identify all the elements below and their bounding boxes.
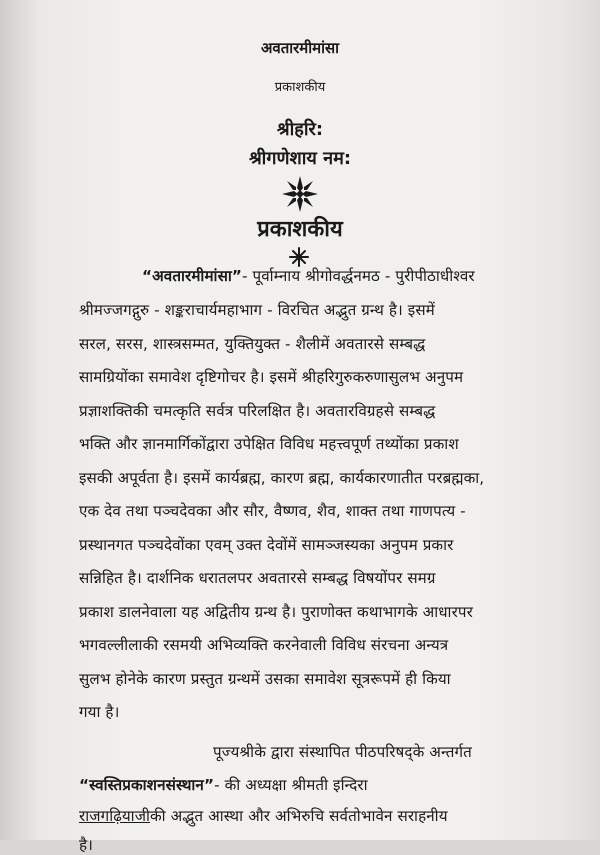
p1-line-11: प्रकाश डालनेवाला यह अद्वितीय ग्रन्थ है। पुराणोक्त कथाभागके आधारपर xyxy=(79,603,473,621)
page-heading: प्रकाशकीय xyxy=(257,217,343,242)
running-header-title: अवतारमीमांसा xyxy=(260,39,340,57)
p1-line-1 xyxy=(142,266,532,286)
p2-line-4: है। xyxy=(79,836,94,854)
p1-line-7: इसकी अपूर्वता है। इसमें कार्यब्रह्म, कारण ब्रह्म, कार्यकारणातीत परब्रह्मका, xyxy=(79,469,485,487)
p1-line-6: भक्ति और ज्ञानमार्गिकोंद्वारा उपेक्षित विविध महत्त्वपूर्ण तथ्योंका प्रकाश xyxy=(79,435,459,453)
p1-line-13: सुलभ होनेके कारण प्रस्तुत ग्रन्थमें उसका समावेश सूत्ररूपमें ही किया xyxy=(79,670,451,688)
p2-line-3-rest: की अद्भुत आस्था और अभिरुचि सर्वतोभावेन सराहनीय xyxy=(150,807,448,825)
p1-line-1-rest: - पूर्वाम्नाय श्रीगोवर्द्धनमठ - पुरीपीठाधीश्वर xyxy=(241,267,475,285)
publisher-name-quote: “स्वस्तिप्रकाशनसंस्थान” xyxy=(79,776,215,794)
p1-line-4: सामग्रियोंका समावेश दृष्टिगोचर है। इसमें श्रीहरिगुरुकरुणासुलभ अनुपम xyxy=(79,368,464,386)
running-header-subtitle: प्रकाशकीय xyxy=(274,80,326,95)
p1-line-8: एक देव तथा पञ्चदेवका और सौर, वैष्णव, शैव, शाक्त तथा गाणपत्य - xyxy=(79,502,466,520)
ornament-flower-icon xyxy=(280,174,320,214)
p1-line-9: प्रस्थानगत पञ्चदेवोंका एवम् उक्त देवोंमें सामञ्जस्यका अनुपम प्रकार xyxy=(79,536,454,554)
p1-line-14: गया है। xyxy=(79,703,120,721)
p2-line-1: पूज्यश्रीके द्वारा संस्थापित पीठपरिषद्के अन्तर्गत xyxy=(213,743,472,761)
p1-line-5: प्रज्ञाशक्तिकी चमत्कृति सर्वत्र परिलक्षित है। अवतारविग्रहसे सम्बद्ध xyxy=(79,402,436,420)
p2-line-2 xyxy=(79,775,531,795)
person-name: राजगढ़ियाजी xyxy=(79,807,150,825)
p2-line-2-rest: - की अध्यक्षा श्रीमती इन्दिरा xyxy=(214,776,368,794)
invocation-shrihari: श्रीहरि: xyxy=(276,119,324,140)
p1-line-10: सन्निहित है। दार्शनिक धरातलपर अवतारसे सम्बद्ध विषयोंपर समग्र xyxy=(79,569,436,587)
book-title-quote: “अवतारमीमांसा” xyxy=(142,267,242,285)
p1-line-2: श्रीमज्जगद्गुरु - शङ्कराचार्यमहाभाग - विरचित अद्भुत ग्रन्थ है। इसमें xyxy=(79,301,435,319)
p1-line-3: सरल, सरस, शास्त्रसम्मत, युक्तियुक्त - शैलीमें अवतारसे सम्बद्ध xyxy=(79,335,426,353)
p2-line-3 xyxy=(79,806,531,826)
p1-line-12: भगवल्लीलाकी रसमयी अभिव्यक्ति करनेवाली विविध संरचना अन्यत्र xyxy=(79,636,449,654)
invocation-ganesh: श्रीगणेशाय नम: xyxy=(248,148,352,169)
ornament-star-icon xyxy=(288,246,310,268)
